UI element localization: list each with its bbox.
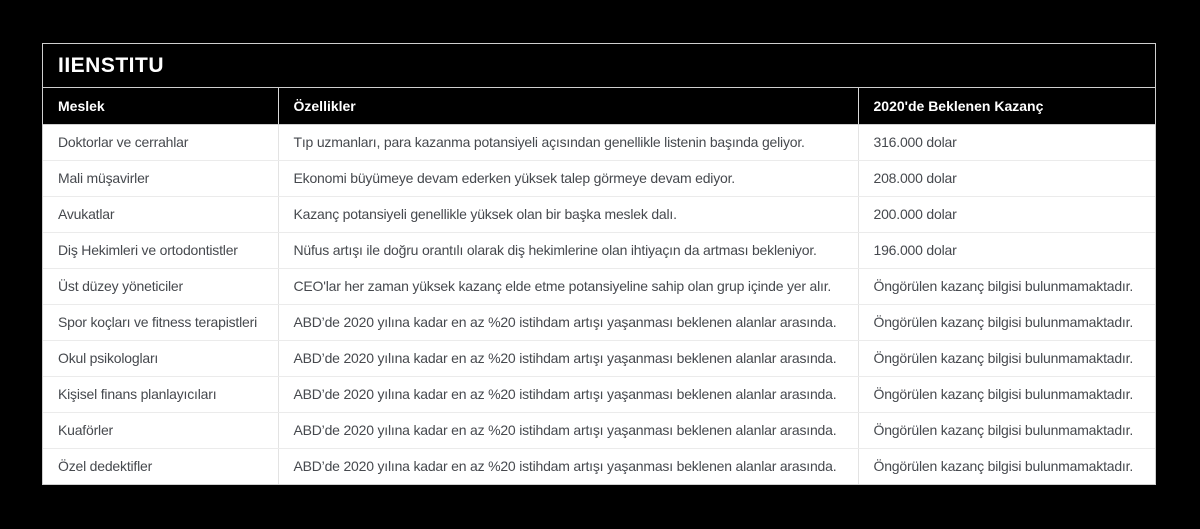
features-cell: Nüfus artışı ile doğru orantılı olarak diş hekimlerine olan ihtiyaçın da artması bekleniyor. (278, 232, 858, 268)
professions-earnings-table (42, 43, 1156, 485)
earnings-cell: 200.000 dolar (858, 196, 1155, 232)
earnings-cell: Öngörülen kazanç bilgisi bulunmamaktadır. (858, 376, 1155, 412)
features-cell: CEO'lar her zaman yüksek kazanç elde etme potansiyeline sahip olan grup içinde yer alır. (278, 268, 858, 304)
features-cell: ABD’de 2020 yılına kadar en az %20 istihdam artışı yaşanması beklenen alanlar arasında. (278, 448, 858, 484)
earnings-cell: 196.000 dolar (858, 232, 1155, 268)
column-header-meslek: Meslek (43, 88, 278, 124)
profession-cell: Okul psikologları (43, 340, 278, 376)
features-cell: Kazanç potansiyeli genellikle yüksek olan bir başka meslek dalı. (278, 196, 858, 232)
earnings-cell: Öngörülen kazanç bilgisi bulunmamaktadır. (858, 268, 1155, 304)
earnings-cell: 316.000 dolar (858, 124, 1155, 160)
profession-cell: Doktorlar ve cerrahlar (43, 124, 278, 160)
features-cell: ABD’de 2020 yılına kadar en az %20 istihdam artışı yaşanması beklenen alanlar arasında. (278, 412, 858, 448)
profession-cell: Özel dedektifler (43, 448, 278, 484)
profession-cell: Diş Hekimleri ve ortodontistler (43, 232, 278, 268)
table-row (43, 340, 1155, 376)
earnings-cell: Öngörülen kazanç bilgisi bulunmamaktadır. (858, 304, 1155, 340)
column-header-kazanc: 2020'de Beklenen Kazanç (858, 88, 1155, 124)
features-cell: Tıp uzmanları, para kazanma potansiyeli açısından genellikle listenin başında geliyor. (278, 124, 858, 160)
features-cell: ABD’de 2020 yılına kadar en az %20 istihdam artışı yaşanması beklenen alanlar arasında. (278, 304, 858, 340)
table-row (43, 124, 1155, 160)
earnings-cell: 208.000 dolar (858, 160, 1155, 196)
profession-cell: Avukatlar (43, 196, 278, 232)
earnings-cell: Öngörülen kazanç bilgisi bulunmamaktadır. (858, 340, 1155, 376)
table-row (43, 412, 1155, 448)
profession-cell: Mali müşavirler (43, 160, 278, 196)
table-row (43, 376, 1155, 412)
data-table (43, 88, 1155, 484)
table-row (43, 304, 1155, 340)
profession-cell: Üst düzey yöneticiler (43, 268, 278, 304)
table-row (43, 160, 1155, 196)
table-header (43, 88, 1155, 124)
table-row (43, 448, 1155, 484)
profession-cell: Spor koçları ve fitness terapistleri (43, 304, 278, 340)
earnings-cell: Öngörülen kazanç bilgisi bulunmamaktadır. (858, 412, 1155, 448)
profession-cell: Kişisel finans planlayıcıları (43, 376, 278, 412)
table-row (43, 268, 1155, 304)
table-body (43, 124, 1155, 484)
features-cell: ABD’de 2020 yılına kadar en az %20 istihdam artışı yaşanması beklenen alanlar arasında. (278, 376, 858, 412)
features-cell: Ekonomi büyümeye devam ederken yüksek talep görmeye devam ediyor. (278, 160, 858, 196)
features-cell: ABD’de 2020 yılına kadar en az %20 istihdam artışı yaşanması beklenen alanlar arasında. (278, 340, 858, 376)
table-title: IIENSTITU (43, 44, 1155, 88)
column-header-ozellikler: Özellikler (278, 88, 858, 124)
earnings-cell: Öngörülen kazanç bilgisi bulunmamaktadır. (858, 448, 1155, 484)
table-row (43, 196, 1155, 232)
profession-cell: Kuaförler (43, 412, 278, 448)
header-row (43, 88, 1155, 124)
table-row (43, 232, 1155, 268)
